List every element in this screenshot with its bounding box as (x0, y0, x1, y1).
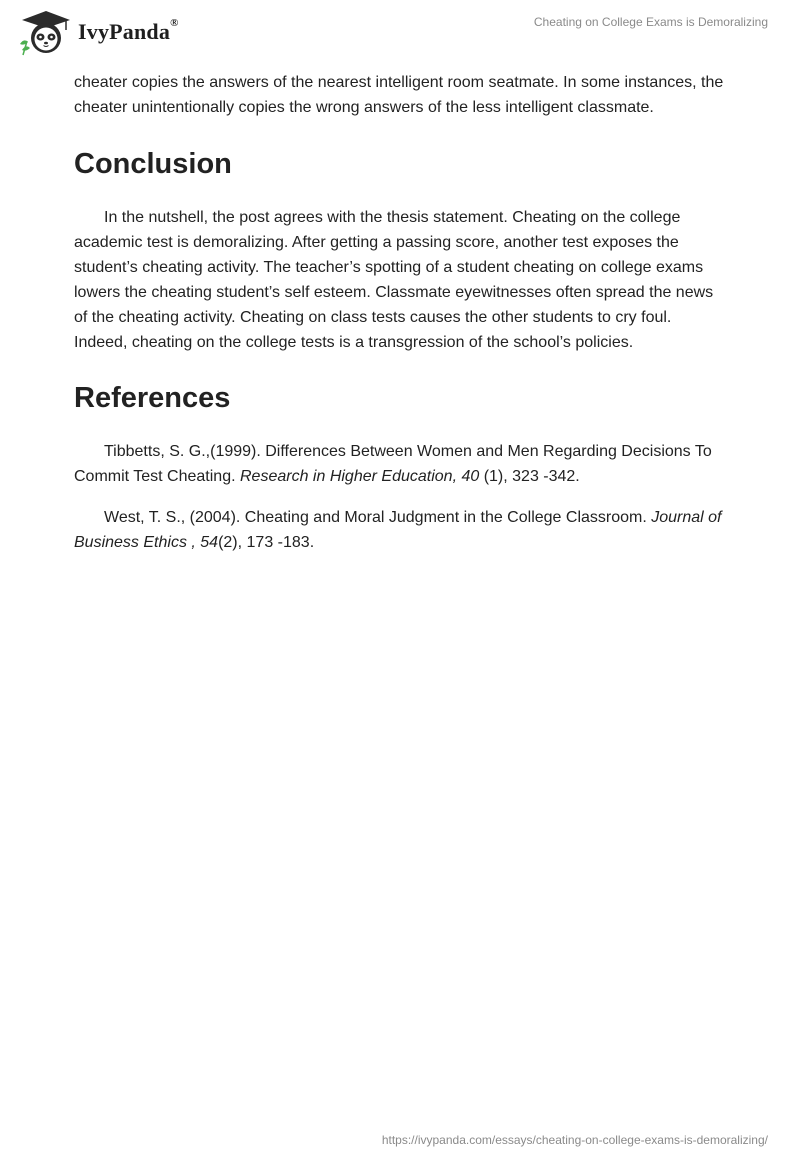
page-header (0, 0, 800, 64)
essay-content (74, 70, 726, 571)
registered-mark: ® (170, 17, 179, 29)
reference-journal: Journal of Business Ethics , 54 (74, 509, 722, 551)
brand-name-text: IvyPanda (78, 19, 171, 44)
conclusion-heading: Conclusion (74, 148, 232, 180)
reference-item (74, 439, 726, 489)
reference-item (74, 505, 726, 555)
references-heading: References (74, 382, 231, 414)
source-url-link[interactable]: https://ivypanda.com/essays/cheating-on-college-exams-is-demoralizing/ (381, 1133, 768, 1147)
reference-issue-pages: (1), 323 -342. (479, 468, 580, 485)
reference-issue-pages: (2), 173 -183. (218, 534, 315, 551)
brand-name[interactable] (78, 19, 179, 45)
conclusion-paragraph: In the nutshell, the post agrees with the thesis statement. Cheating on the college academic test is demoralizing. After getting a passing score, another test exposes the student’s cheating activity. The teacher’s spotting of a student cheating on college exams lowers the cheating student’s self esteem. Classmate eyewitnesses often spread the news of the cheating activity. Cheating on class tests causes the other students to cry foul. Indeed, cheating on the college tests is a transgression of the school’s policies. (74, 209, 714, 351)
continued-paragraph: cheater copies the answers of the nearest intelligent room seatmate. In some instances, the cheater unintentionally copies the wrong answers of the less intelligent classmate. (74, 74, 724, 116)
reference-text: Tibbetts, S. G.,(1999). Differences Between Women and Men Regarding Decisions To Commit Test Cheating. (74, 443, 712, 485)
document-title: Cheating on College Exams is Demoralizing (533, 15, 768, 29)
reference-text: West, T. S., (2004). Cheating and Moral Judgment in the College Classroom. (104, 509, 652, 526)
reference-journal: Research in Higher Education, 40 (240, 468, 480, 485)
panda-graduation-cap-icon[interactable] (16, 8, 76, 58)
